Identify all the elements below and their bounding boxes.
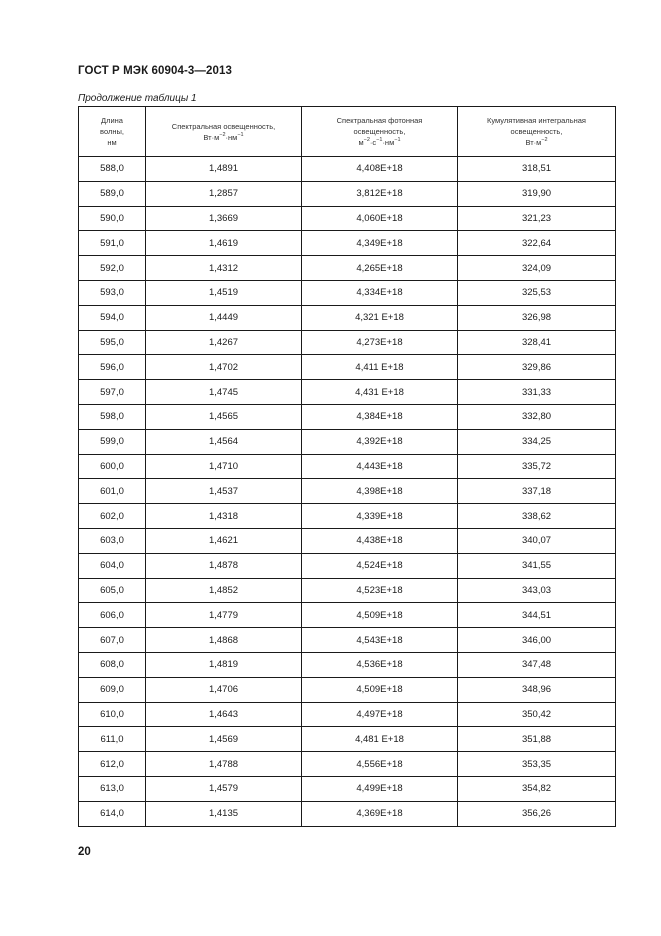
cell-cumulative-irradiance: 356,26: [458, 801, 616, 826]
table-row: [79, 528, 616, 553]
table-row: [79, 280, 616, 305]
cell-photon-irradiance: 4,411 E+18: [302, 355, 458, 380]
cell-wavelength: 592,0: [79, 256, 146, 281]
cell-photon-irradiance: 4,384E+18: [302, 404, 458, 429]
table-row: [79, 677, 616, 702]
page-number: 20: [78, 846, 91, 858]
cell-photon-irradiance: 4,509E+18: [302, 603, 458, 628]
header-exponent: −1: [237, 131, 244, 138]
cell-wavelength: 596,0: [79, 355, 146, 380]
cell-spectral-irradiance: 1,4312: [146, 256, 302, 281]
cell-wavelength: 599,0: [79, 429, 146, 454]
header-text: Кумулятивная интегральная: [487, 116, 586, 125]
cell-cumulative-irradiance: 341,55: [458, 553, 616, 578]
cell-photon-irradiance: 4,273E+18: [302, 330, 458, 355]
cell-cumulative-irradiance: 326,98: [458, 305, 616, 330]
header-text: освещенность,: [510, 127, 563, 136]
cell-spectral-irradiance: 1,4779: [146, 603, 302, 628]
cell-photon-irradiance: 4,265E+18: [302, 256, 458, 281]
cell-cumulative-irradiance: 319,90: [458, 181, 616, 206]
cell-spectral-irradiance: 1,4267: [146, 330, 302, 355]
cell-wavelength: 593,0: [79, 280, 146, 305]
cell-cumulative-irradiance: 325,53: [458, 280, 616, 305]
cell-cumulative-irradiance: 321,23: [458, 206, 616, 231]
header-text: нм: [107, 138, 117, 147]
header-wavelength: [79, 107, 146, 157]
header-text: ·нм: [225, 132, 238, 142]
cell-cumulative-irradiance: 344,51: [458, 603, 616, 628]
cell-wavelength: 595,0: [79, 330, 146, 355]
table-row: [79, 429, 616, 454]
cell-wavelength: 613,0: [79, 776, 146, 801]
cell-wavelength: 606,0: [79, 603, 146, 628]
cell-photon-irradiance: 4,431 E+18: [302, 380, 458, 405]
table-row: [79, 181, 616, 206]
cell-spectral-irradiance: 1,4565: [146, 404, 302, 429]
cell-cumulative-irradiance: 343,03: [458, 578, 616, 603]
table-row: [79, 702, 616, 727]
cell-spectral-irradiance: 1,4643: [146, 702, 302, 727]
cell-wavelength: 594,0: [79, 305, 146, 330]
header-text: ·нм: [382, 138, 395, 147]
cell-cumulative-irradiance: 340,07: [458, 528, 616, 553]
table-row: [79, 305, 616, 330]
data-table: [78, 106, 616, 827]
cell-wavelength: 603,0: [79, 528, 146, 553]
cell-wavelength: 588,0: [79, 157, 146, 182]
cell-photon-irradiance: 4,321 E+18: [302, 305, 458, 330]
header-photon-irradiance: [302, 107, 458, 157]
cell-cumulative-irradiance: 351,88: [458, 727, 616, 752]
cell-photon-irradiance: 4,060E+18: [302, 206, 458, 231]
cell-cumulative-irradiance: 350,42: [458, 702, 616, 727]
table-body: [79, 157, 616, 827]
cell-photon-irradiance: 4,556E+18: [302, 752, 458, 777]
cell-wavelength: 609,0: [79, 677, 146, 702]
cell-photon-irradiance: 3,812E+18: [302, 181, 458, 206]
table-row: [79, 206, 616, 231]
cell-wavelength: 589,0: [79, 181, 146, 206]
document-title: ГОСТ Р МЭК 60904-3—2013: [78, 65, 232, 77]
cell-wavelength: 590,0: [79, 206, 146, 231]
cell-cumulative-irradiance: 329,86: [458, 355, 616, 380]
table-row: [79, 553, 616, 578]
cell-photon-irradiance: 4,524E+18: [302, 553, 458, 578]
cell-cumulative-irradiance: 335,72: [458, 454, 616, 479]
table-row: [79, 404, 616, 429]
cell-cumulative-irradiance: 332,80: [458, 404, 616, 429]
cell-spectral-irradiance: 1,4710: [146, 454, 302, 479]
cell-spectral-irradiance: 1,3669: [146, 206, 302, 231]
table-row: [79, 231, 616, 256]
table-row: [79, 157, 616, 182]
cell-photon-irradiance: 4,499E+18: [302, 776, 458, 801]
cell-spectral-irradiance: 1,4537: [146, 479, 302, 504]
table-row: [79, 776, 616, 801]
header-text: Спектральная фотонная: [336, 116, 423, 125]
cell-photon-irradiance: 4,443E+18: [302, 454, 458, 479]
table-row: [79, 752, 616, 777]
cell-wavelength: 605,0: [79, 578, 146, 603]
header-exponent: −1: [394, 137, 401, 143]
cell-spectral-irradiance: 1,4449: [146, 305, 302, 330]
cell-spectral-irradiance: 1,4788: [146, 752, 302, 777]
cell-wavelength: 608,0: [79, 652, 146, 677]
header-text: м: [358, 138, 364, 147]
table-row: [79, 628, 616, 653]
cell-cumulative-irradiance: 318,51: [458, 157, 616, 182]
table-row: [79, 578, 616, 603]
cell-wavelength: 612,0: [79, 752, 146, 777]
header-text: Вт·м: [203, 132, 220, 142]
cell-wavelength: 591,0: [79, 231, 146, 256]
cell-wavelength: 610,0: [79, 702, 146, 727]
cell-photon-irradiance: 4,536E+18: [302, 652, 458, 677]
cell-photon-irradiance: 4,481 E+18: [302, 727, 458, 752]
cell-cumulative-irradiance: 322,64: [458, 231, 616, 256]
cell-cumulative-irradiance: 334,25: [458, 429, 616, 454]
header-text: ·с: [369, 138, 377, 147]
cell-spectral-irradiance: 1,4619: [146, 231, 302, 256]
cell-spectral-irradiance: 1,4135: [146, 801, 302, 826]
cell-photon-irradiance: 4,509E+18: [302, 677, 458, 702]
cell-wavelength: 597,0: [79, 380, 146, 405]
header-text: Длина: [101, 116, 123, 125]
table-row: [79, 801, 616, 826]
cell-photon-irradiance: 4,349E+18: [302, 231, 458, 256]
cell-spectral-irradiance: 1,4569: [146, 727, 302, 752]
table-row: [79, 380, 616, 405]
cell-photon-irradiance: 4,339E+18: [302, 504, 458, 529]
cell-photon-irradiance: 4,543E+18: [302, 628, 458, 653]
cell-spectral-irradiance: 1,2857: [146, 181, 302, 206]
cell-spectral-irradiance: 1,4706: [146, 677, 302, 702]
table-row: [79, 479, 616, 504]
header-exponent: −1: [376, 137, 383, 143]
cell-spectral-irradiance: 1,4878: [146, 553, 302, 578]
cell-wavelength: 600,0: [79, 454, 146, 479]
cell-cumulative-irradiance: 347,48: [458, 652, 616, 677]
table-row: [79, 330, 616, 355]
cell-wavelength: 602,0: [79, 504, 146, 529]
header-exponent: −2: [219, 131, 226, 138]
header-cumulative-irradiance: [458, 107, 616, 157]
cell-spectral-irradiance: 1,4852: [146, 578, 302, 603]
table-row: [79, 256, 616, 281]
header-exponent: −2: [541, 137, 548, 143]
cell-spectral-irradiance: 1,4702: [146, 355, 302, 380]
cell-spectral-irradiance: 1,4621: [146, 528, 302, 553]
header-exponent: −2: [363, 137, 370, 143]
cell-photon-irradiance: 4,408E+18: [302, 157, 458, 182]
cell-cumulative-irradiance: 354,82: [458, 776, 616, 801]
header-text: волны,: [100, 127, 124, 136]
header-text: освещенность,: [353, 127, 406, 136]
table-row: [79, 652, 616, 677]
cell-spectral-irradiance: 1,4745: [146, 380, 302, 405]
cell-spectral-irradiance: 1,4819: [146, 652, 302, 677]
cell-photon-irradiance: 4,497E+18: [302, 702, 458, 727]
cell-photon-irradiance: 4,523E+18: [302, 578, 458, 603]
header-text: Спектральная освещенность,: [171, 121, 276, 131]
cell-wavelength: 604,0: [79, 553, 146, 578]
cell-spectral-irradiance: 1,4579: [146, 776, 302, 801]
cell-photon-irradiance: 4,438E+18: [302, 528, 458, 553]
cell-cumulative-irradiance: 328,41: [458, 330, 616, 355]
table-caption: Продолжение таблицы 1: [78, 93, 197, 104]
cell-wavelength: 598,0: [79, 404, 146, 429]
cell-photon-irradiance: 4,334E+18: [302, 280, 458, 305]
cell-cumulative-irradiance: 346,00: [458, 628, 616, 653]
cell-cumulative-irradiance: 353,35: [458, 752, 616, 777]
cell-cumulative-irradiance: 337,18: [458, 479, 616, 504]
cell-wavelength: 607,0: [79, 628, 146, 653]
cell-wavelength: 614,0: [79, 801, 146, 826]
cell-cumulative-irradiance: 338,62: [458, 504, 616, 529]
table-row: [79, 454, 616, 479]
cell-spectral-irradiance: 1,4519: [146, 280, 302, 305]
table-row: [79, 504, 616, 529]
cell-wavelength: 611,0: [79, 727, 146, 752]
table-row: [79, 603, 616, 628]
cell-spectral-irradiance: 1,4564: [146, 429, 302, 454]
cell-cumulative-irradiance: 348,96: [458, 677, 616, 702]
table-row: [79, 355, 616, 380]
cell-cumulative-irradiance: 331,33: [458, 380, 616, 405]
cell-spectral-irradiance: 1,4318: [146, 504, 302, 529]
header-row: [79, 107, 616, 157]
cell-spectral-irradiance: 1,4891: [146, 157, 302, 182]
cell-cumulative-irradiance: 324,09: [458, 256, 616, 281]
table-row: [79, 727, 616, 752]
cell-wavelength: 601,0: [79, 479, 146, 504]
header-spectral-irradiance: [146, 107, 302, 157]
cell-photon-irradiance: 4,392E+18: [302, 429, 458, 454]
cell-spectral-irradiance: 1,4868: [146, 628, 302, 653]
cell-photon-irradiance: 4,369E+18: [302, 801, 458, 826]
header-text: Вт·м: [525, 138, 542, 147]
cell-photon-irradiance: 4,398E+18: [302, 479, 458, 504]
